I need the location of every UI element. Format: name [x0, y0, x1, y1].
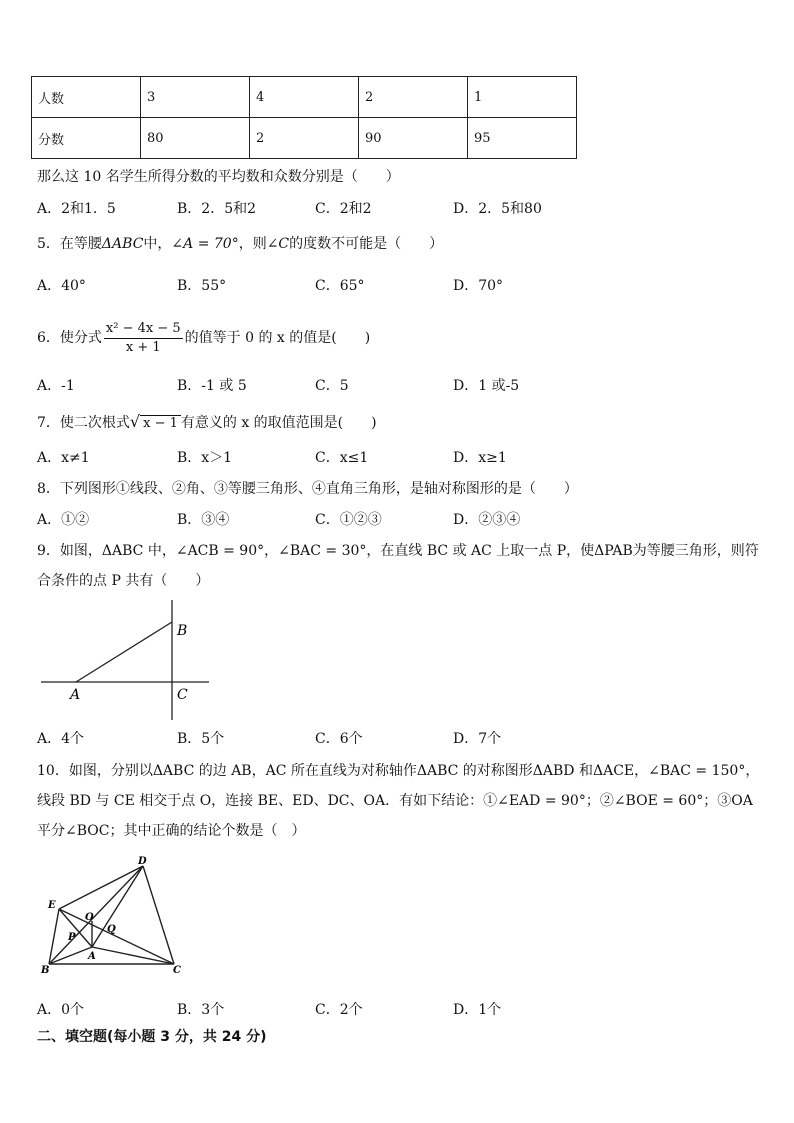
table-cell: 3	[141, 77, 250, 118]
q7-stem	[37, 412, 377, 433]
q6-option-c: C．5	[315, 378, 349, 394]
q8-stem: 8．下列图形①线段、②角、③等腰三角形、④直角三角形，是轴对称图形的是（ ）	[37, 481, 578, 497]
q6-fraction	[104, 320, 183, 357]
q9-figure	[38, 598, 213, 723]
q6-option-d: D．1 或-5	[453, 378, 520, 394]
q5-angle: ∠C	[266, 236, 290, 252]
q9-line2: 合条件的点 P 共有（ ）	[37, 573, 210, 589]
table-cell: 分数	[32, 118, 141, 159]
q6-post: 的值等于 0 的 x 的值是( )	[184, 330, 371, 346]
q10-option-d: D．1个	[453, 1002, 502, 1018]
segment-ac	[92, 947, 174, 964]
sqrt-icon: √	[129, 412, 141, 431]
q6-option-b: B．-1 或 5	[177, 378, 247, 394]
q4-option-d: D．2．5和80	[453, 201, 542, 217]
table-cell: 4	[250, 77, 359, 118]
q7-option-b: B．x＞1	[177, 450, 233, 466]
q6-pre: 6．使分式	[37, 330, 102, 346]
q10-line2: 线段 BD 与 CE 相交于点 O，连接 BE、ED、DC、OA．有如下结论：①∠EAD = 90°；②∠BOE = 60°；③OA	[37, 793, 753, 809]
table-row	[32, 118, 577, 159]
q6-option-a: A．-1	[37, 378, 75, 394]
segment-de	[59, 866, 143, 909]
q4-option-a: A．2和1．5	[37, 201, 116, 217]
table-cell: 2	[250, 118, 359, 159]
table-cell: 90	[359, 118, 468, 159]
q9-option-b: B．5个	[177, 731, 225, 747]
segment-dc	[143, 866, 174, 964]
table-cell: 2	[359, 77, 468, 118]
point-a-label: A	[88, 951, 96, 962]
section-heading: 二、填空题(每小题 3 分，共 24 分)	[37, 1029, 267, 1045]
q5-pre: 5．在等腰	[37, 236, 102, 252]
point-b-label: B	[177, 623, 188, 639]
q4-stem: 那么这 10 名学生所得分数的平均数和众数分别是（ ）	[37, 169, 400, 185]
q5-end: 的度数不可能是（ ）	[289, 236, 444, 252]
q5-mid: 中，	[143, 236, 172, 252]
table-cell: 95	[468, 118, 577, 159]
segment-ad	[92, 866, 143, 947]
table-cell: 80	[141, 118, 250, 159]
point-q-label: Q	[107, 924, 116, 935]
q9-line1: 9．如图，ΔABC 中，∠ACB = 90°，∠BAC = 30°，在直线 BC 或 AC 上取一点 P，使ΔPAB为等腰三角形，则符	[37, 543, 759, 559]
point-p-label: P	[68, 932, 76, 943]
q8-option-d: D．②③④	[453, 512, 521, 528]
q6-stem	[37, 318, 370, 358]
segment-ba	[49, 947, 92, 964]
q8-option-b: B．③④	[177, 512, 230, 528]
q7-option-d: D．x≥1	[453, 450, 507, 466]
table-cell: 1	[468, 77, 577, 118]
q5-option-d: D．70°	[453, 278, 504, 294]
score-table	[31, 76, 577, 159]
point-b-label: B	[41, 965, 50, 976]
q9-option-d: D．7个	[453, 731, 502, 747]
point-c-label: C	[173, 965, 181, 976]
point-d-label: D	[138, 856, 147, 867]
q7-post: 有意义的 x 的取值范围是( )	[180, 415, 377, 431]
q5-option-a: A．40°	[37, 278, 86, 294]
q8-option-a: A．①②	[37, 512, 90, 528]
q6-numerator: x² − 4x − 5	[104, 320, 183, 339]
q7-option-a: A．x≠1	[37, 450, 90, 466]
segment-ab	[76, 622, 172, 682]
q6-denominator: x + 1	[125, 339, 161, 355]
q10-figure	[36, 852, 196, 980]
segment-bd	[49, 866, 143, 964]
q9-option-c: C．6个	[315, 731, 363, 747]
q4-option-b: B．2．5和2	[177, 201, 257, 217]
point-a-label: A	[70, 687, 81, 703]
q5-option-c: C．65°	[315, 278, 365, 294]
table-row	[32, 77, 577, 118]
q5-condition: ∠A = 70°	[171, 236, 239, 252]
q7-radicand: x − 1	[140, 415, 181, 432]
q8-option-c: C．①②③	[315, 512, 382, 528]
point-c-label: C	[177, 687, 188, 703]
q9-option-a: A．4个	[37, 731, 85, 747]
point-o-label: O	[85, 912, 94, 923]
q10-option-a: A．0个	[37, 1002, 85, 1018]
q10-line3: 平分∠BOC；其中正确的结论个数是（ ）	[37, 823, 306, 839]
q5-triangle: ΔABC	[101, 236, 144, 252]
q4-option-c: C．2和2	[315, 201, 372, 217]
q7-pre: 7．使二次根式	[37, 415, 130, 431]
q7-option-c: C．x≤1	[315, 450, 369, 466]
table-cell: 人数	[32, 77, 141, 118]
q5-option-b: B．55°	[177, 278, 227, 294]
q10-option-b: B．3个	[177, 1002, 225, 1018]
q10-line1: 10．如图，分别以ΔABC 的边 AB，AC 所在直线为对称轴作ΔABC 的对称图形ΔABD 和ΔACE，∠BAC = 150°，	[37, 763, 760, 779]
point-e-label: E	[48, 900, 56, 911]
q5-stem	[37, 234, 443, 254]
q5-post: ，则	[238, 236, 267, 252]
q10-option-c: C．2个	[315, 1002, 363, 1018]
